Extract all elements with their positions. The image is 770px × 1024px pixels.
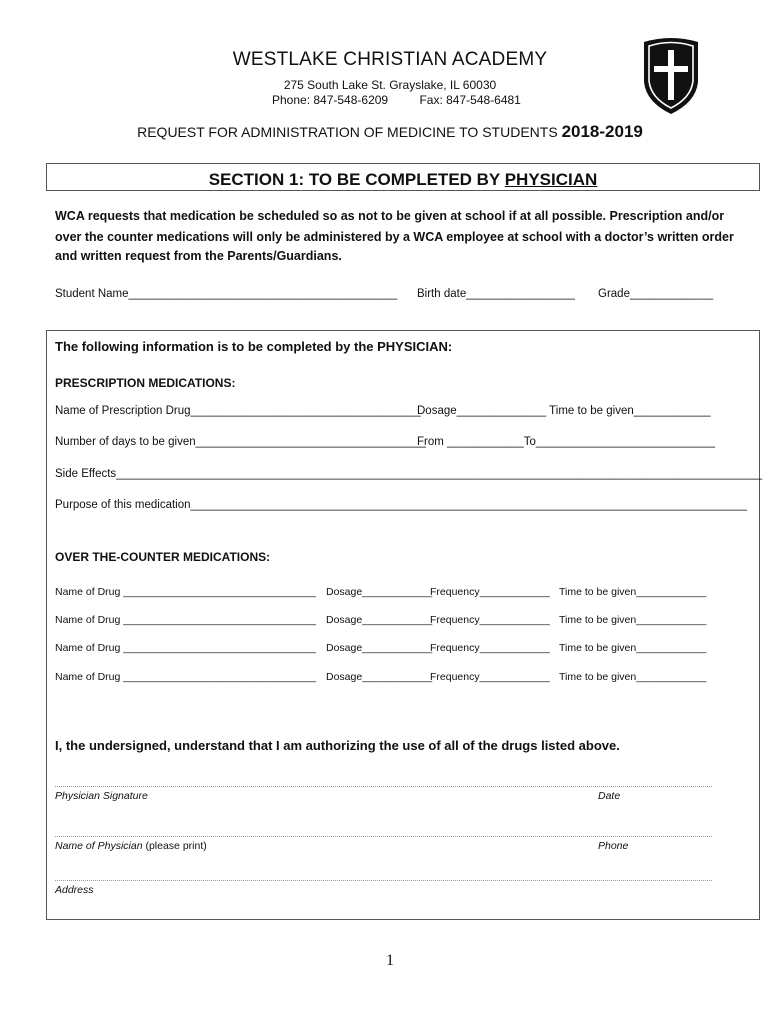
otc-dosage-field[interactable]: Dosage____________: [326, 586, 433, 598]
prescription-drug-field[interactable]: Name of Prescription Drug____________________________________: [55, 405, 421, 417]
intro-line-3: and written request from the Parents/Guardians.: [55, 249, 342, 263]
from-to-field[interactable]: From ____________To____________________________: [417, 436, 716, 448]
physician-box-heading: The following information is to be completed by the PHYSICIAN:: [55, 339, 453, 354]
address-line[interactable]: [55, 880, 712, 881]
address-label: Address: [55, 884, 94, 896]
dosage-time-field[interactable]: Dosage______________ Time to be given____________: [417, 405, 711, 417]
otc-time-field[interactable]: Time to be given____________: [559, 586, 707, 598]
physician-name-text: Name of Physician: [55, 840, 143, 852]
side-effects-field[interactable]: Side Effects_____________________________________________________________________________________________________: [55, 468, 763, 480]
form-title: [0, 122, 770, 142]
signature-line[interactable]: [55, 786, 712, 787]
otc-drug-field[interactable]: Name of Drug _________________________________: [55, 614, 316, 626]
otc-time-field[interactable]: Time to be given____________: [559, 671, 707, 683]
otc-drug-field[interactable]: Name of Drug _________________________________: [55, 586, 316, 598]
section-title-emphasis: PHYSICIAN: [504, 170, 598, 189]
purpose-field[interactable]: Purpose of this medication_______________________________________________________________________________________: [55, 499, 747, 511]
physician-name-line[interactable]: [55, 836, 712, 837]
otc-frequency-field[interactable]: Frequency____________: [430, 642, 550, 654]
otc-dosage-field[interactable]: Dosage____________: [326, 671, 433, 683]
please-print-note: (please print): [142, 840, 207, 852]
prescription-heading: PRESCRIPTION MEDICATIONS:: [55, 376, 236, 390]
fax-number: Fax: 847-548-6481: [419, 93, 521, 107]
shield-cross-logo-icon: [640, 36, 702, 116]
form-title-text: REQUEST FOR ADMINISTRATION OF MEDICINE TO STUDENTS: [137, 124, 558, 140]
phone-number: Phone: 847-548-6209: [272, 93, 389, 107]
otc-frequency-field[interactable]: Frequency____________: [430, 614, 550, 626]
otc-dosage-field[interactable]: Dosage____________: [326, 614, 433, 626]
school-year: 2018-2019: [561, 122, 643, 141]
section-title-prefix: SECTION 1: TO BE COMPLETED BY: [208, 170, 500, 189]
birth-date-field[interactable]: Birth date_________________: [417, 288, 575, 300]
intro-line-1: WCA requests that medication be scheduled so as not to be given at school if at all possible. Prescription and/or: [55, 209, 725, 223]
school-address: 275 South Lake St. Grayslake, IL 60030: [283, 78, 497, 92]
contact-line: [272, 93, 549, 107]
page-number: 1: [386, 952, 394, 969]
otc-drug-field[interactable]: Name of Drug _________________________________: [55, 671, 316, 683]
otc-drug-field[interactable]: Name of Drug _________________________________: [55, 642, 316, 654]
otc-frequency-field[interactable]: Frequency____________: [430, 671, 550, 683]
date-label: Date: [598, 790, 621, 802]
otc-heading: OVER THE-COUNTER MEDICATIONS:: [55, 550, 271, 564]
phone-label: Phone: [598, 840, 629, 852]
otc-time-field[interactable]: Time to be given____________: [559, 614, 707, 626]
student-name-field[interactable]: Student Name__________________________________________: [55, 288, 398, 300]
otc-time-field[interactable]: Time to be given____________: [559, 642, 707, 654]
section-title: [46, 170, 760, 190]
grade-field[interactable]: Grade_____________: [598, 288, 714, 300]
authorization-statement: I, the undersigned, understand that I am authorizing the use of all of the drugs listed above.: [55, 738, 620, 753]
intro-line-2: over the counter medications will only be administered by a WCA employee at school with a doctor’s written order: [55, 230, 734, 244]
physician-name-label: [55, 840, 207, 852]
otc-frequency-field[interactable]: Frequency____________: [430, 586, 550, 598]
school-name: WESTLAKE CHRISTIAN ACADEMY: [232, 49, 548, 70]
otc-dosage-field[interactable]: Dosage____________: [326, 642, 433, 654]
days-given-field[interactable]: Number of days to be given____________________________________: [55, 436, 426, 448]
physician-signature-label: Physician Signature: [55, 790, 148, 802]
